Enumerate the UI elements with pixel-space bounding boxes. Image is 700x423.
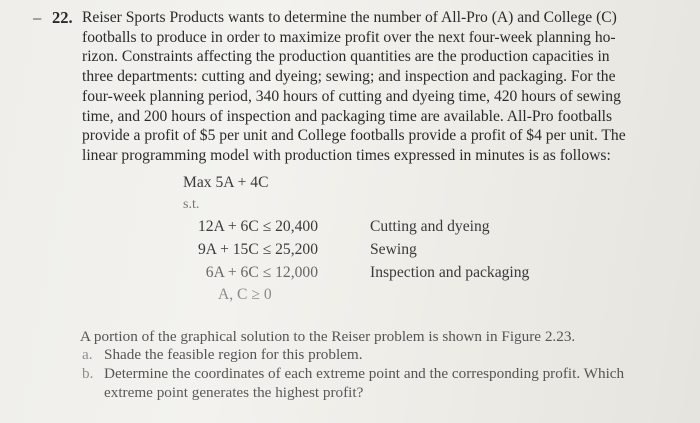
problem-line: linear programming model with production times expressed in minutes is as follows:	[82, 146, 611, 164]
margin-dash: –	[33, 10, 42, 27]
question-b-marker: b.	[82, 365, 94, 382]
objective-function: Max 5A + 4C	[183, 174, 269, 191]
problem-statement	[82, 8, 642, 166]
subject-to-label: s.t.	[183, 197, 200, 212]
constraint-inspection-label: Inspection and packaging	[370, 264, 530, 281]
problem-line: rizon. Constraints affecting the production quantities are the production capacities in	[82, 48, 610, 66]
nonnegativity-constraint: A, C ≥ 0	[218, 286, 272, 303]
question-a-text: Shade the feasible region for this problem.	[104, 346, 363, 363]
question-b-text-line2: extreme point generates the highest profit?	[104, 384, 364, 401]
constraint-inspection-expr: 6A + 6C ≤ 12,000	[205, 264, 318, 281]
problem-line: three departments: cutting and dyeing; sewing; and inspection and packaging. For the	[82, 68, 616, 86]
problem-line: provide a profit of $5 per unit and College footballs provide a profit of $4 per unit. The	[82, 127, 626, 145]
question-b-text-line1: Determine the coordinates of each extreme point and the corresponding profit. Which	[104, 365, 625, 382]
problem-line: time, and 200 hours of inspection and packaging time are available. All-Pro footballs	[82, 107, 613, 125]
question-intro: A portion of the graphical solution to the Reiser problem is shown in Figure 2.23.	[80, 328, 576, 345]
question-a-marker: a.	[82, 346, 93, 363]
constraint-cutting-expr: 12A + 6C ≤ 20,400	[197, 218, 318, 235]
constraint-sewing-expr: 9A + 15C ≤ 25,200	[197, 241, 318, 258]
problem-line: footballs to produce in order to maximize profit over the next four-week planning ho-	[82, 28, 616, 46]
problem-line: Reiser Sports Products wants to determine the number of All-Pro (A) and College (C)	[82, 9, 617, 26]
constraint-cutting-label: Cutting and dyeing	[370, 218, 490, 235]
constraint-sewing-label: Sewing	[370, 241, 417, 258]
problem-line: four-week planning period, 340 hours of cutting and dyeing time, 420 hours of sewing	[82, 87, 621, 105]
problem-number: 22.	[52, 8, 73, 27]
